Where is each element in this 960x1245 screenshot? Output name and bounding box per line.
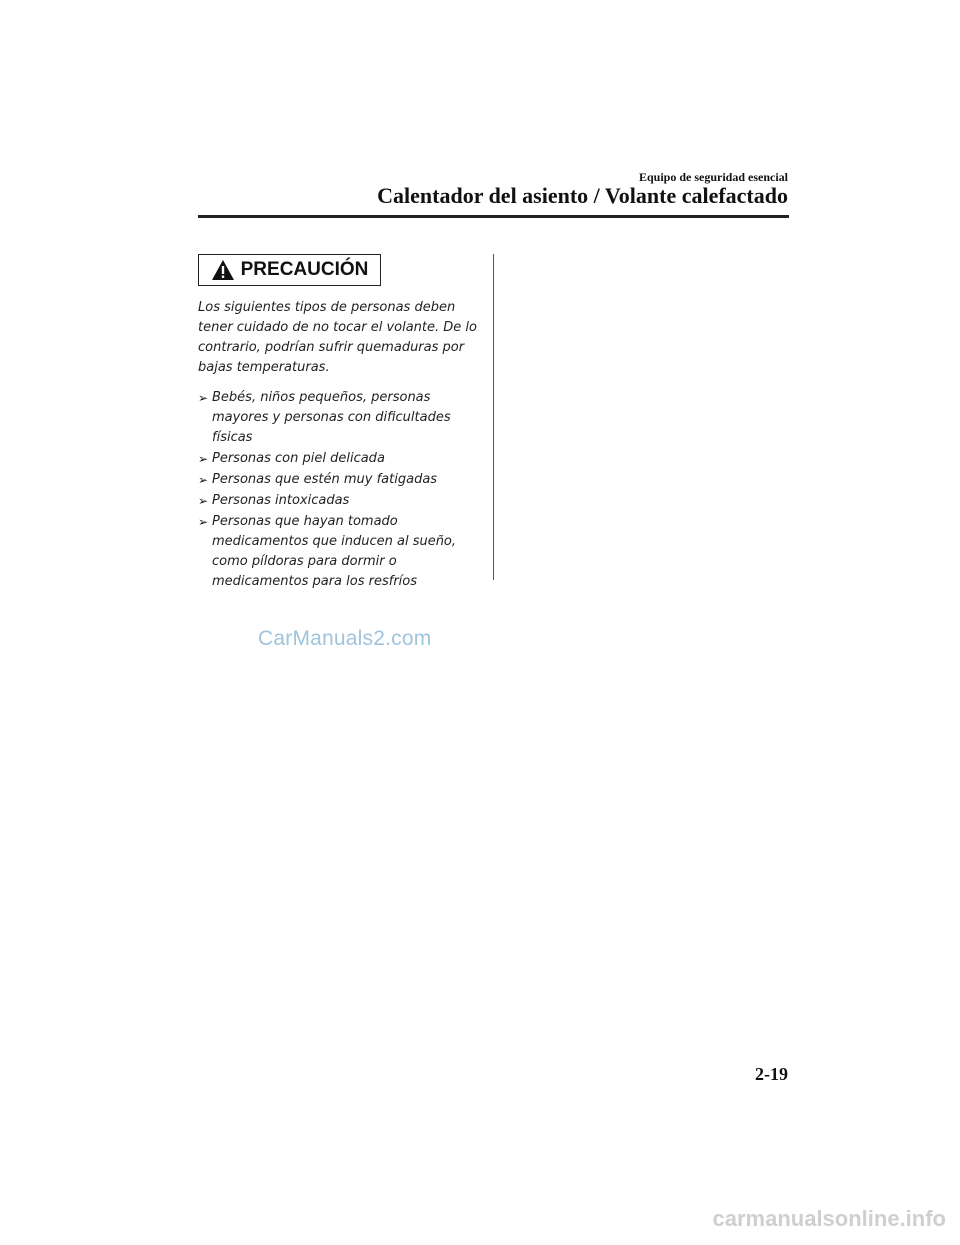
list-item: ➢ Personas que hayan tomado medicamentos que inducen al sueño, como píldoras para dormir o medicamentos para los resfríos [198, 514, 457, 589]
column-divider [493, 254, 494, 580]
warning-triangle-icon [211, 259, 235, 281]
arrow-bullet-icon: ➢ [198, 473, 209, 487]
section-label: Equipo de seguridad esencial [638, 170, 788, 184]
arrow-bullet-icon: ➢ [198, 391, 209, 405]
caution-list [198, 388, 488, 592]
footer-watermark: carmanualsonline.info [712, 1206, 946, 1231]
list-item: ➢ Personas con piel delicada [198, 449, 488, 469]
list-item: ➢ Personas que estén muy fatigadas [198, 470, 488, 490]
caution-intro: Los siguientes tipos de personas deben tener cuidado de no tocar el volante. De lo contrario, podrían sufrir quemaduras por bajas temperaturas. [198, 300, 477, 375]
arrow-bullet-icon: ➢ [198, 494, 209, 508]
page-number: 2-19 [755, 1064, 788, 1084]
arrow-bullet-icon: ➢ [198, 515, 209, 529]
heading-rule [198, 215, 789, 218]
caution-body [198, 298, 488, 593]
caution-header [198, 254, 381, 286]
arrow-bullet-icon: ➢ [198, 452, 209, 466]
list-item: ➢ Personas intoxicadas [198, 491, 488, 511]
caution-label: PRECAUCIÓN [240, 259, 369, 280]
list-item: ➢ Bebés, niños pequeños, personas mayores y personas con dificultades físicas [198, 390, 451, 445]
watermark: CarManuals2.com [258, 627, 432, 650]
page-title: Calentador del asiento / Volante calefactado [377, 183, 788, 208]
